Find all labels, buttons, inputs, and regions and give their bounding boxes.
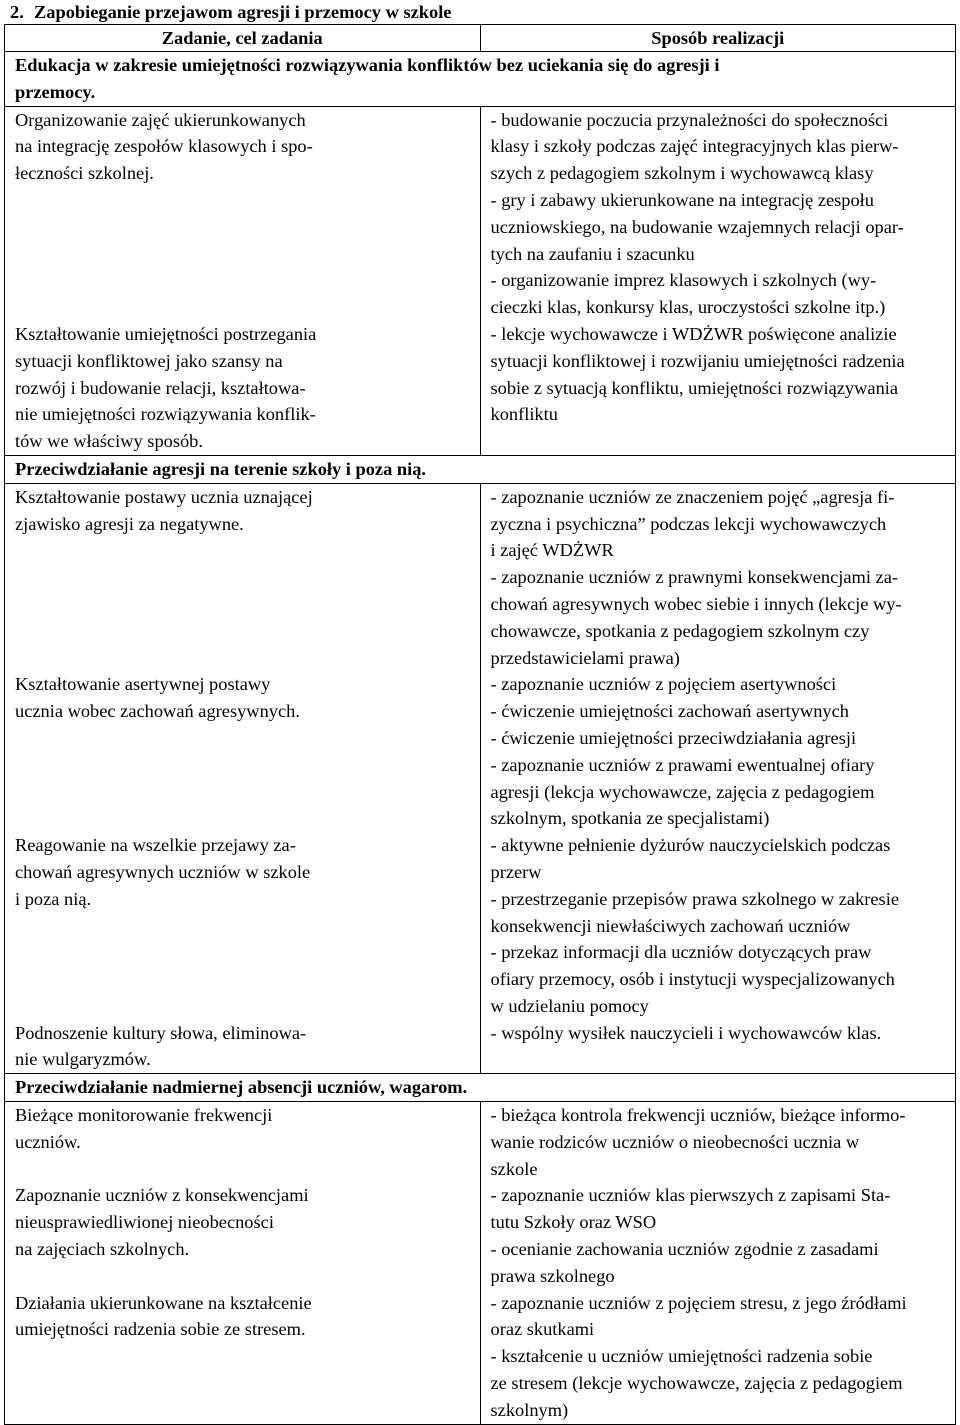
method-line: - zapoznanie uczniów z prawami ewentualnej ofiary	[490, 754, 875, 775]
method-line: - bieżąca kontrola frekwencji uczniów, bieżące informo-	[490, 1105, 906, 1126]
method-line: - zapoznanie uczniów z pojęciem asertywności	[490, 674, 837, 695]
task-line: rozwój i budowanie relacji, kształtowa-	[15, 377, 306, 398]
method-line: prawa szkolnego	[490, 1265, 615, 1286]
method-line: agresji (lekcja wychowawcze, zajęcia z pedagogiem	[490, 781, 875, 802]
task-line: Reagowanie na wszelkie przejawy za-	[15, 835, 296, 856]
task-line: chowań agresywnych uczniów w szkole	[15, 861, 311, 882]
method-line: w udzielaniu pomocy	[490, 995, 649, 1016]
method-cell	[480, 671, 956, 832]
method-line: zyczna i psychiczna” podczas lekcji wychowawczych	[490, 513, 887, 534]
method-line: tych na zaufaniu i szacunku	[490, 243, 695, 264]
header-task: Zadanie, cel zadania	[5, 25, 481, 52]
method-line: - zapoznanie uczniów ze znaczeniem pojęć „agresja fi-	[490, 486, 895, 507]
task-cell	[5, 1020, 481, 1074]
method-line: cieczki klas, konkursy klas, uroczystości szkolne itp.)	[490, 297, 886, 318]
table-row	[5, 106, 956, 321]
header-method: Sposób realizacji	[480, 25, 956, 52]
table-row	[5, 1020, 956, 1074]
table-row	[5, 483, 956, 671]
group-heading	[5, 1074, 956, 1102]
method-line: przerw	[490, 861, 542, 882]
task-line: na zajęciach szkolnych.	[15, 1239, 190, 1260]
method-line: - zapoznanie uczniów klas pierwszych z zapisami Sta-	[490, 1185, 891, 1206]
method-line: - wspólny wysiłek nauczycieli i wychowawców klas.	[490, 1022, 882, 1043]
method-line: ofiary przemocy, osób i instytucji wyspecjalizowanych	[490, 969, 895, 990]
method-line: - przestrzeganie przepisów prawa szkolnego w zakresie	[490, 888, 899, 909]
task-line: Zapoznanie uczniów z konsekwencjami	[15, 1185, 309, 1206]
group-heading	[5, 455, 956, 483]
table-row	[5, 832, 956, 1020]
method-line: uczniowskiego, na budowanie wzajemnych relacji opar-	[490, 216, 904, 237]
task-line: nie wulgaryzmów.	[15, 1049, 151, 1070]
table-row	[5, 1102, 956, 1183]
task-cell	[5, 321, 481, 455]
task-line: Kształtowanie umiejętności postrzegania	[15, 323, 317, 344]
method-line: konfliktu	[490, 404, 558, 425]
method-cell	[480, 106, 956, 321]
method-line: konsekwencji niewłaściwych zachowań uczniów	[490, 915, 851, 936]
task-cell	[5, 483, 481, 671]
task-line: ucznia wobec zachowań agresywnych.	[15, 701, 300, 722]
method-line: szych z pedagogiem szkolnym i wychowawcą klasy	[490, 163, 874, 184]
group-heading	[5, 52, 956, 107]
table-row	[5, 1290, 956, 1424]
task-cell	[5, 671, 481, 832]
task-line: i poza nią.	[15, 888, 92, 909]
task-line: tów we właściwy sposób.	[15, 431, 203, 452]
method-line: chowawcze, spotkania z pedagogiem szkolnym czy	[490, 620, 870, 641]
method-line: - kształcenie u uczniów umiejętności radzenia sobie	[490, 1346, 873, 1367]
task-line: Kształtowanie asertywnej postawy	[15, 674, 271, 695]
method-cell	[480, 1102, 956, 1183]
method-cell	[480, 483, 956, 671]
tasks-table	[4, 24, 956, 1425]
task-line: Kształtowanie postawy ucznia uznającej	[15, 486, 313, 507]
method-line: przedstawicielami prawa)	[490, 647, 680, 668]
method-line: tutu Szkoły oraz WSO	[490, 1212, 657, 1233]
method-line: oraz skutkami	[490, 1319, 595, 1340]
method-line: - przekaz informacji dla uczniów dotyczących praw	[490, 942, 872, 963]
method-line: szkolnym, spotkania ze specjalistami)	[490, 808, 770, 829]
method-cell	[480, 321, 956, 455]
group-heading-line: przemocy.	[15, 81, 96, 102]
table-row	[5, 1182, 956, 1289]
method-line: sobie z sytuacją konfliktu, umiejętności rozwiązywania	[490, 377, 899, 398]
group-heading-row	[5, 1074, 956, 1102]
method-line: wanie rodziców uczniów o nieobecności ucznia w	[490, 1131, 860, 1152]
method-line: - lekcje wychowawcze i WDŻWR poświęcone analizie	[490, 323, 897, 344]
method-line: - zapoznanie uczniów z prawnymi konsekwencjami za-	[490, 567, 898, 588]
method-line: sytuacji konfliktowej i rozwijaniu umiejętności radzenia	[490, 350, 905, 371]
task-cell	[5, 1290, 481, 1424]
group-heading-line: Edukacja w zakresie umiejętności rozwiązywania konfliktów bez uciekania się do agresji i	[15, 55, 720, 75]
method-line: klasy i szkoły podczas zajęć integracyjnych klas pierw-	[490, 136, 899, 157]
task-cell	[5, 106, 481, 321]
method-line: i zajęć WDŻWR	[490, 540, 614, 561]
task-line: zjawisko agresji za negatywne.	[15, 513, 244, 534]
method-line: - ocenianie zachowania uczniów zgodnie z zasadami	[490, 1239, 879, 1260]
method-cell	[480, 1290, 956, 1424]
task-line: Bieżące monitorowanie frekwencji	[15, 1105, 273, 1126]
task-line: łeczności szkolnej.	[15, 163, 154, 184]
method-line: - aktywne pełnienie dyżurów nauczycielskich podczas	[490, 835, 891, 856]
method-line: - budowanie poczucia przynależności do społeczności	[490, 109, 889, 130]
group-heading-line: Przeciwdziałanie agresji na terenie szkoły i poza nią.	[15, 458, 427, 479]
group-heading-row	[5, 52, 956, 107]
table-header-row	[5, 25, 956, 52]
task-line: na integrację zespołów klasowych i spo-	[15, 136, 313, 157]
section-title: Zapobieganie przejawom agresji i przemocy w szkole	[34, 2, 452, 22]
method-line: chowań agresywnych wobec siebie i innych (lekcje wy-	[490, 593, 902, 614]
task-cell	[5, 1182, 481, 1289]
section-heading	[0, 0, 960, 24]
table-row	[5, 321, 956, 455]
method-line: ze stresem (lekcje wychowawcze, zajęcia z pedagogiem	[490, 1373, 903, 1394]
method-line: - gry i zabawy ukierunkowane na integrację zespołu	[490, 189, 874, 210]
method-line: - ćwiczenie umiejętności przeciwdziałania agresji	[490, 727, 857, 748]
method-cell	[480, 1020, 956, 1074]
method-cell	[480, 1182, 956, 1289]
section-number: 2.	[10, 2, 24, 22]
task-line: uczniów.	[15, 1131, 81, 1152]
task-cell	[5, 1102, 481, 1183]
group-heading-row	[5, 455, 956, 483]
method-cell	[480, 832, 956, 1020]
task-line: nie umiejętności rozwiązywania konflik-	[15, 404, 316, 425]
method-line: - ćwiczenie umiejętności zachowań asertywnych	[490, 701, 849, 722]
method-line: - zapoznanie uczniów z pojęciem stresu, z jego źródłami	[490, 1292, 907, 1313]
task-line: Podnoszenie kultury słowa, eliminowa-	[15, 1022, 307, 1043]
task-line: Organizowanie zajęć ukierunkowanych	[15, 109, 306, 130]
task-line: nieusprawiedliwionej nieobecności	[15, 1212, 274, 1233]
method-line: szkole	[490, 1158, 538, 1179]
task-line: Działania ukierunkowane na kształcenie	[15, 1292, 312, 1313]
group-heading-line: Przeciwdziałanie nadmiernej absencji uczniów, wagarom.	[15, 1077, 468, 1098]
method-line: szkolnym)	[490, 1399, 569, 1420]
task-cell	[5, 832, 481, 1020]
task-line: sytuacji konfliktowej jako szansy na	[15, 350, 283, 371]
method-line: - organizowanie imprez klasowych i szkolnych (wy-	[490, 270, 877, 291]
table-row	[5, 671, 956, 832]
task-line: umiejętności radzenia sobie ze stresem.	[15, 1319, 306, 1340]
